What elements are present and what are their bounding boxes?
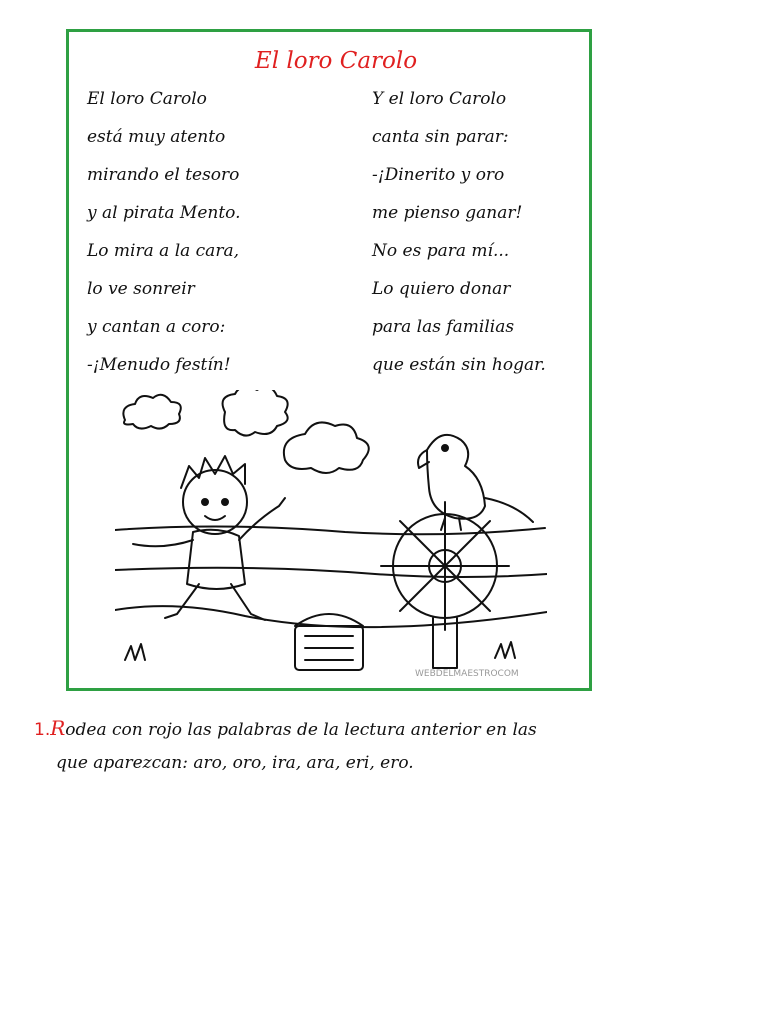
parrot-icon (427, 435, 485, 519)
poem-title: El loro Carolo (254, 48, 418, 74)
poem-line: está muy atento (87, 127, 226, 147)
exercise-number: 1. (34, 720, 51, 740)
poem-line: me pienso ganar! (372, 203, 523, 223)
grass (125, 644, 145, 660)
poem-line: que están sin hogar. (372, 355, 546, 375)
horizon-line (115, 568, 547, 577)
poem-line: -¡Menudo festín! (87, 355, 231, 375)
boy-head (183, 470, 247, 534)
watermark: WEBDELMAESTROCOM (415, 669, 519, 679)
exercise-text-line2: que aparezcan: aro, oro, ira, ara, eri, ero. (56, 753, 414, 773)
grass (495, 642, 515, 658)
boy-body (187, 530, 245, 589)
poem-column-right (372, 84, 546, 388)
boy-leg (165, 584, 199, 618)
exercise-instructions (34, 712, 674, 780)
poem-line: y al pirata Mento. (87, 203, 241, 223)
cloud-icon (284, 422, 369, 473)
poem-line: mirando el tesoro (87, 165, 240, 185)
poem-column-left (87, 84, 241, 388)
exercise-initial: R (50, 716, 66, 740)
boy-hair (181, 456, 245, 488)
poem-line: para las familias (372, 317, 515, 337)
poem-line: Y el loro Carolo (372, 89, 507, 109)
poem-line: canta sin parar: (372, 127, 509, 147)
poem-line: -¡Dinerito y oro (372, 165, 505, 185)
boy-arm (239, 498, 285, 540)
boy-arm (133, 540, 193, 546)
pirate-parrot-illustration (115, 390, 547, 680)
poem-line: Lo quiero donar (372, 279, 511, 299)
poem-line: Lo mira a la cara, (87, 241, 239, 261)
cloud-icon (223, 390, 288, 436)
poem-line: El loro Carolo (87, 89, 207, 109)
worksheet-frame (66, 29, 592, 691)
cloud-icon (123, 395, 180, 429)
poem-line: y cantan a coro: (87, 317, 226, 337)
poem-line: No es para mí... (372, 241, 510, 261)
exercise-text-line1: odea con rojo las palabras de la lectura anterior en las (65, 720, 537, 740)
poem-line: lo ve sonreir (87, 279, 195, 299)
